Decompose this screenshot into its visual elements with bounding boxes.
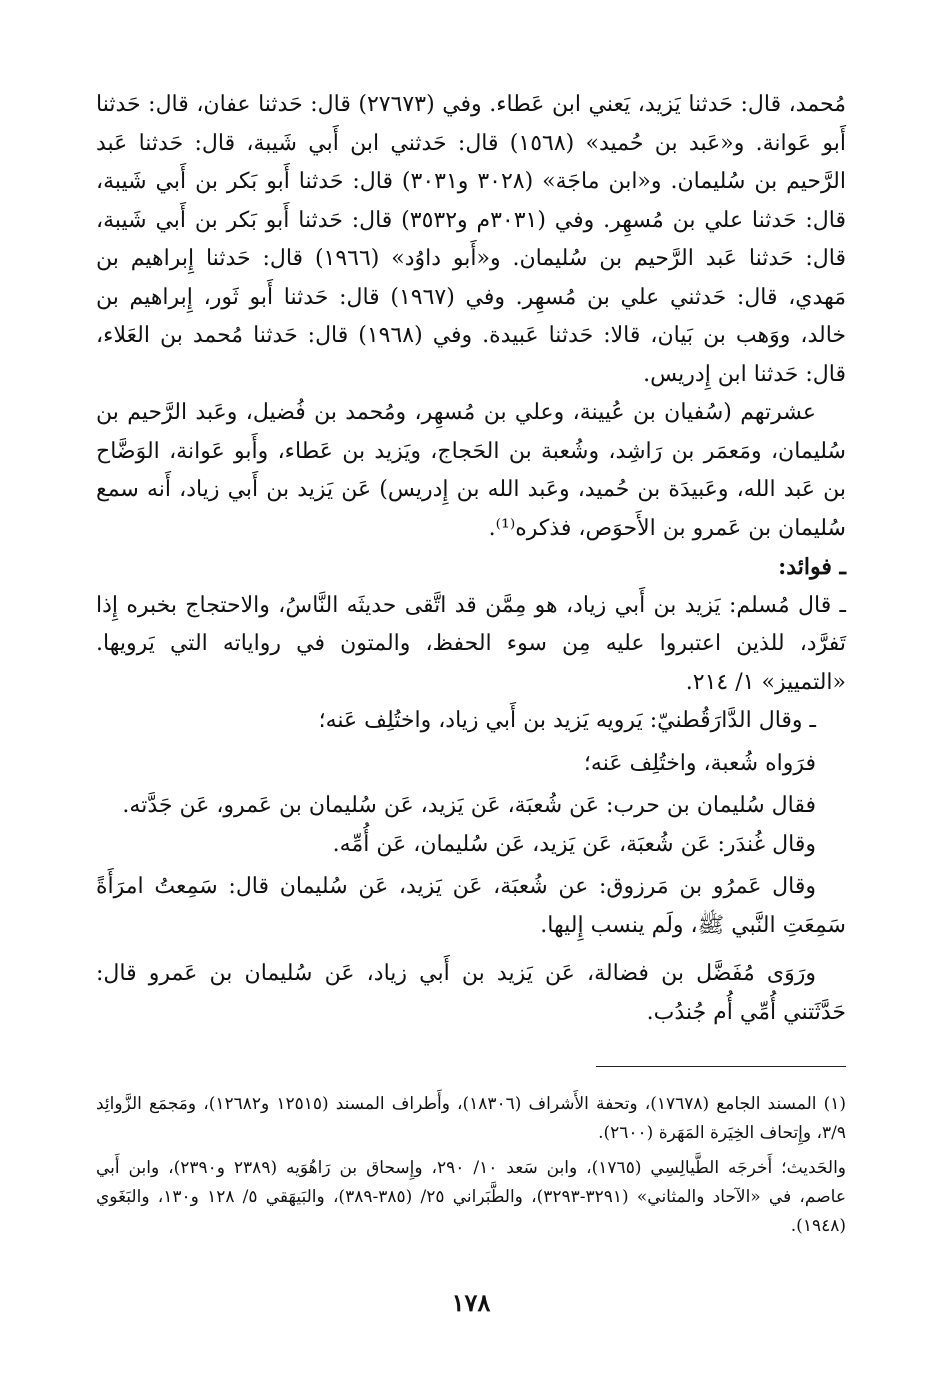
main-text-block — [96, 86, 846, 1032]
section-heading-fawaid: ـ فوائد: — [778, 554, 846, 580]
paragraph-narrators-summary: عشرتهم (سُفيان بن عُيينة، وعلي بن مُسهِر، ومُحمد بن فُضيل، وعَبد الرَّحيم بن سُليمان، ومَعمَر بن رَاشِد، وشُعبة بن الحَجاج، ويَزيد بن عَطاء، وأَبو عَوانة، الوَضَّاح بن عَبد الله، وعَبيدَة بن حُميد، وعَبد الله بن إِدريس) عَن يَزيد بن أَبي زياد، أَنه سمع سُليمان بن عَمرو بن الأَحوَص، فذكره⁽¹⁾. — [96, 400, 846, 541]
page-number: ١٧٨ — [451, 1288, 491, 1317]
footnote-separator — [596, 1066, 846, 1067]
paragraph-daraqutni-quote: ـ وقال الدَّارَقُطنيّ: يَرويه يَزيد بن أَبي زياد، واختُلِف عَنه؛ — [318, 708, 816, 733]
paragraph-muslim-quote: ـ قال مُسلم: يَزيد بن أَبي زياد، هو مِمَّن قد اتَّقى حديثَه النَّاسُ، والاحتجاج بخبره إِذا تَفرَّد، للذين اعتبروا عليه مِن سوء الحفظ، والمتون في رواياته التي يَرويها. «التمييز» ١/ ٢١٤. — [96, 592, 846, 695]
footnote-1-continuation: والحَديث؛ أَخرجَه الطَّيالِسِي (١٧٦٥)، وابن سَعد ١٠/ ٢٩٠، وإِسحاق بن رَاهُوَيه (٢٣٨٩ و٢٣٩٠)، وابن أَبي عاصم، في «الآحاد والمثاني» (٣٢٩١-٣٢٩٣)، والطَّبَراني ٢٥/ (٣٨٥-٣٨٩)، والبَيهَقي ٥/ ١٢٨ و١٣٠، والبَغَوي (١٩٤٨). — [96, 1158, 847, 1236]
footnote-1: (١) المسند الجامع (١٧٦٧٨)، وتحفة الأَشراف (١٨٣٠٦)، وأَطراف المسند (١٢٥١٥ و١٢٦٨٢)، ومَجمَع الزَّوائِد ٣/٩، وإِتحاف الخِيَرة المَهَرة (٢٦٠٠). — [96, 1094, 846, 1143]
paragraph-amr-ibn-marzuq: وقال عَمرُو بن مَرزوق: عن شُعبَة، عَن يَزيد، عَن سُليمان قال: سَمِعتُ امرَأَةً سَمِعَتِ النَّبي ﷺ، ولَم ينسب إِليها. — [96, 874, 846, 938]
paragraph-isnad-sources: مُحمد، قال: حَدثنا يَزيد، يَعني ابن عَطاء. وفي (٢٧٦٧٣) قال: حَدثنا عفان، قال: حَدثنا أَبو عَوانة. و«عَبد بن حُميد» (١٥٦٨) قال: حَدثني ابن أَبي شَيبة، قال: حَدثنا عَبد الرَّحيم بن سُليمان. و«ابن ماجَة» (٣٠٢٨ و٣٠٣١) قال: حَدثنا أَبو بَكر بن أَبي شَيبة، قال: حَدثنا علي بن مُسهِر. وفي (٣٠٣١م و٣٥٣٢) قال: حَدثنا أَبو بَكر بن أَبي شَيبة، قال: حَدثنا عَبد الرَّحيم بن سُليمان. و«أَبو داوُد» (١٩٦٦) قال: حَدثنا إِبراهيم بن مَهدي، قال: حَدثني علي بن مُسهِر. وفي (١٩٦٧) قال: حَدثنا أَبو ثَور، إِبراهيم بن خالد، ووَهب بن بَيان، قالا: حَدثنا عَبيدة. وفي (١٩٦٨) قال: حَدثنا مُحمد بن العَلاء، قال: حَدثنا ابن إِدريس. — [96, 92, 847, 387]
paragraph-mufaddal-ibn-fudala: ورَوَى مُفَضَّل بن فضالة، عَن يَزيد بن أَبي زياد، عَن سُليمان بن عَمرو قال: حَدَّثَتني أُمِّي أُم جُندُب. — [96, 961, 846, 1025]
paragraph-shuba-ikhtilaf: فرَواه شُعبة، واختُلِف عَنه؛ — [583, 750, 816, 776]
paragraph-sulayman-ibn-harb: فقال سُليمان بن حرب: عَن شُعبَة، عَن يَزيد، عَن سُليمان بن عَمرو، عَن جَدَّته. — [122, 793, 816, 818]
footnotes-block — [96, 1090, 846, 1241]
paragraph-ghundar: وقال غُندَر: عَن شُعبَة، عَن يَزيد، عَن سُليمان، عَن أُمِّه. — [332, 831, 816, 857]
